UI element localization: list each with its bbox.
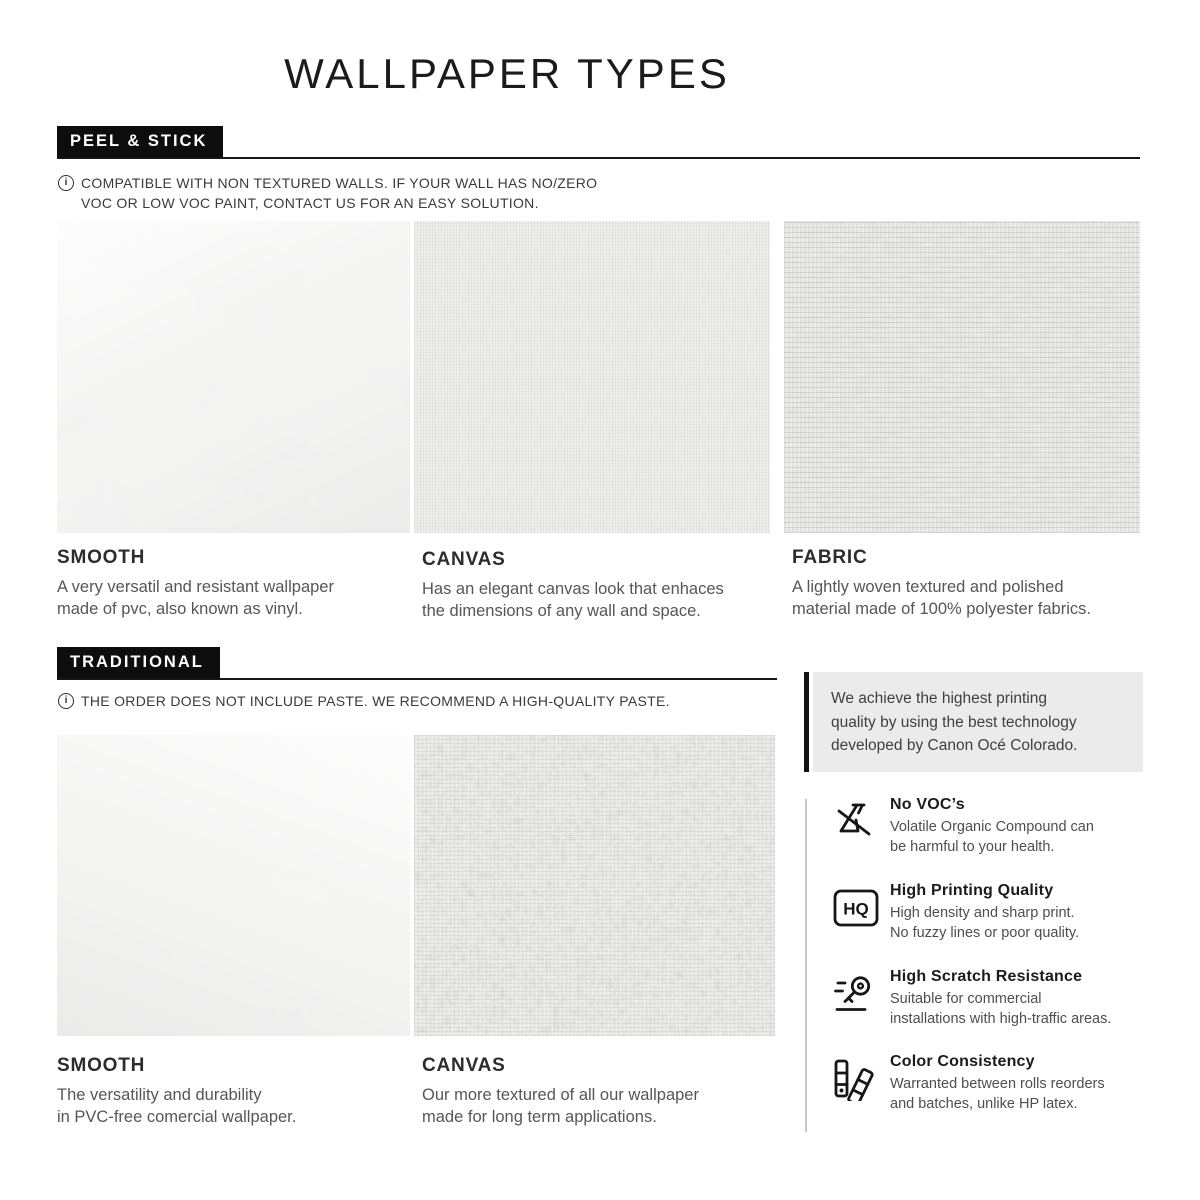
section-traditional-header — [57, 647, 777, 680]
printing-quality-callout — [813, 672, 1143, 772]
feature-color-consistency — [832, 1053, 1150, 1114]
feature-line: installations with high-traffic areas. — [890, 1010, 1112, 1027]
caption-title: SMOOTH — [57, 1055, 146, 1076]
peel-stick-note — [58, 174, 597, 213]
hq-badge-text: HQ — [843, 899, 869, 919]
traditional-note-text — [81, 692, 670, 712]
section-traditional-label: TRADITIONAL — [57, 647, 220, 678]
callout-line: developed by Canon Océ Colorado. — [831, 737, 1078, 754]
caption-title: SMOOTH — [57, 547, 146, 568]
callout-line: We achieve the highest printing — [831, 690, 1047, 707]
caption-line: in PVC-free comercial wallpaper. — [57, 1108, 297, 1126]
feature-line: Suitable for commercial — [890, 991, 1042, 1007]
caption-peel-canvas — [422, 549, 782, 622]
swatch-traditional-smooth — [57, 735, 410, 1036]
swatch-peel-smooth — [57, 221, 410, 533]
feature-no-voc — [832, 796, 1150, 857]
feature-title: No VOC’s — [890, 796, 965, 813]
feature-title: High Printing Quality — [890, 882, 1054, 899]
hq-badge-icon — [832, 888, 880, 936]
feature-text — [890, 1053, 1150, 1114]
swatch-traditional-canvas — [414, 735, 775, 1036]
feature-text — [890, 796, 1150, 857]
info-icon-glyph: i — [64, 695, 68, 706]
note-line: VOC OR LOW VOC PAINT, CONTACT US FOR AN EASY SOLUTION. — [81, 194, 539, 211]
coarse-canvas-texture-grid — [414, 735, 775, 1036]
note-line: COMPATIBLE WITH NON TEXTURED WALLS. IF YOUR WALL HAS NO/ZERO — [81, 175, 598, 191]
feature-line: No fuzzy lines or poor quality. — [890, 924, 1080, 941]
swatch-peel-fabric — [784, 221, 1140, 533]
section-peel-stick-header — [57, 126, 1140, 159]
caption-line: Has an elegant canvas look that enhaces — [422, 580, 724, 598]
caption-traditional-canvas — [422, 1055, 782, 1128]
traditional-note — [58, 692, 670, 712]
caption-line: Our more textured of all our wallpaper — [422, 1086, 699, 1104]
smooth-texture-shading — [57, 221, 410, 533]
feature-line: Volatile Organic Compound can — [890, 819, 1094, 835]
section-peel-stick-label: PEEL & STICK — [57, 126, 223, 157]
feature-title: High Scratch Resistance — [890, 968, 1083, 985]
feature-title: Color Consistency — [890, 1053, 1035, 1070]
caption-line: The versatility and durability — [57, 1086, 262, 1104]
scratch-key-icon — [832, 972, 880, 1020]
caption-line: material made of 100% polyester fabrics. — [792, 600, 1091, 618]
caption-title: CANVAS — [422, 1055, 506, 1076]
caption-peel-fabric — [792, 547, 1148, 620]
caption-peel-smooth — [57, 547, 417, 620]
feature-line: and batches, unlike HP latex. — [890, 1095, 1078, 1112]
feature-text — [890, 968, 1150, 1029]
fabric-texture-weave — [784, 221, 1140, 533]
no-voc-flask-icon — [832, 798, 880, 846]
caption-traditional-smooth — [57, 1055, 417, 1128]
caption-line: the dimensions of any wall and space. — [422, 602, 701, 620]
feature-line: be harmful to your health. — [890, 838, 1055, 855]
caption-line: made of pvc, also known as vinyl. — [57, 600, 303, 618]
feature-text — [890, 882, 1150, 943]
callout-line: quality by using the best technology — [831, 713, 1077, 731]
caption-title: FABRIC — [792, 547, 868, 568]
swatch-peel-canvas — [414, 221, 770, 533]
page-title: WALLPAPER TYPES — [284, 50, 730, 97]
note-line: THE ORDER DOES NOT INCLUDE PASTE. WE RECOMMEND A HIGH-QUALITY PASTE. — [81, 693, 670, 709]
feature-high-printing-quality — [832, 882, 1150, 943]
color-swatches-icon — [832, 1057, 880, 1105]
peel-stick-note-text — [81, 174, 597, 213]
caption-line: A very versatil and resistant wallpaper — [57, 578, 334, 596]
caption-line: made for long term applications. — [422, 1108, 657, 1126]
smooth-texture-shading — [57, 735, 410, 1036]
caption-line: A lightly woven textured and polished — [792, 578, 1064, 596]
info-icon-glyph: i — [64, 177, 68, 188]
features-divider-line — [805, 799, 807, 1132]
feature-line: High density and sharp print. — [890, 905, 1075, 921]
info-icon — [58, 693, 74, 709]
canvas-texture-grid — [414, 221, 770, 533]
callout-accent-bar — [804, 672, 809, 772]
feature-high-scratch-resistance — [832, 968, 1150, 1029]
caption-title: CANVAS — [422, 549, 506, 570]
info-icon — [58, 175, 74, 191]
feature-line: Warranted between rolls reorders — [890, 1076, 1105, 1092]
